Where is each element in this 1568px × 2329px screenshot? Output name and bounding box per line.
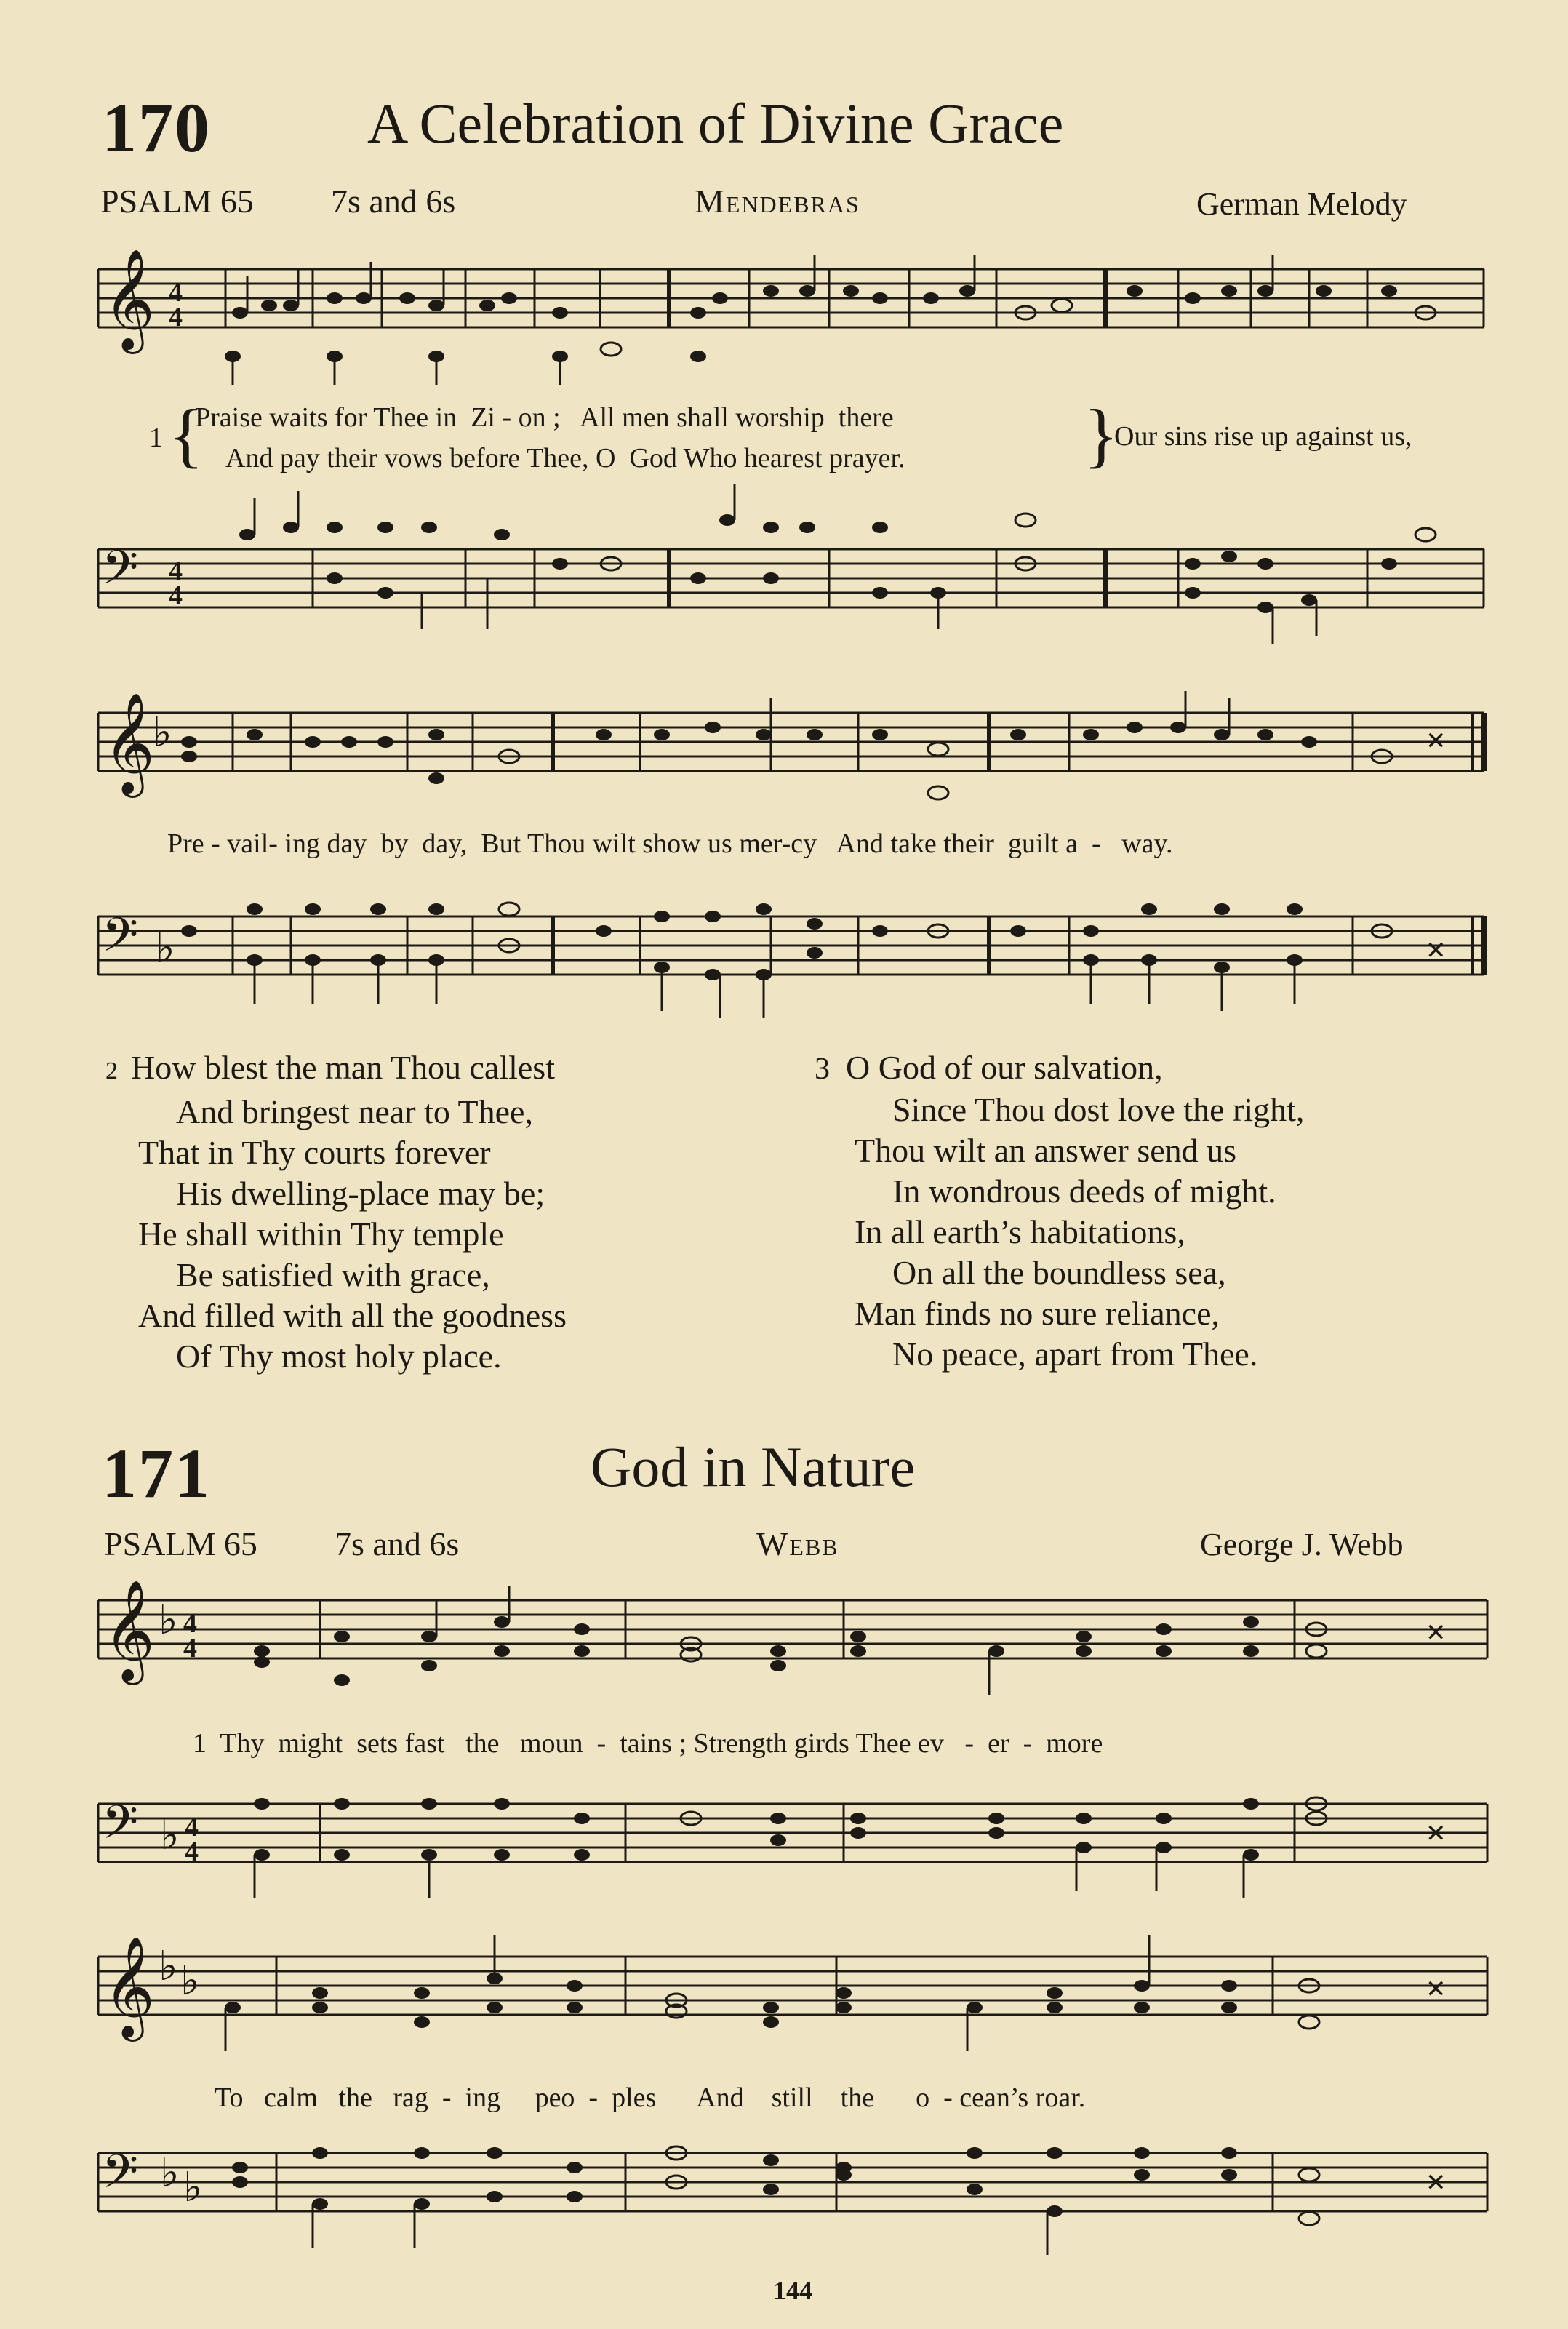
hymn-171-psalm: PSALM 65 — [104, 1525, 257, 1562]
svg-text:♭: ♭ — [159, 1943, 178, 1990]
verse-2-number: 2 — [105, 1058, 118, 1084]
hymn-170-system-2-treble-staff — [0, 684, 1568, 815]
hymn-171-lyrics-line-1: 1 Thy might sets fast the moun - tains ; Strength girds Thee ev - er - more — [193, 1728, 1103, 1759]
svg-text:𝄞: 𝄞 — [103, 249, 155, 350]
svg-text:4: 4 — [183, 1633, 197, 1663]
svg-text:4: 4 — [183, 1608, 197, 1639]
svg-text:♭: ♭ — [183, 2164, 203, 2211]
svg-text:𝄞: 𝄞 — [103, 1580, 155, 1681]
hymn-171-system-1-bass-staff — [0, 1775, 1568, 1906]
svg-text:♭: ♭ — [159, 1597, 178, 1644]
verse-2-line-1: 2 How blest the man Thou callest — [105, 1049, 555, 1086]
verse-3-line-3: Thou wilt an answer send us — [855, 1132, 1237, 1169]
verse-3-line-7: Man finds no sure reliance, — [855, 1295, 1220, 1332]
verse-3-line-1: 3 O God of our salvation, — [815, 1049, 1163, 1086]
hymn-170-verse-2 — [105, 1047, 567, 1377]
verse-2-line-6: Be satisfied with grace, — [176, 1256, 490, 1293]
svg-text:4: 4 — [169, 580, 183, 611]
svg-text:♭: ♭ — [160, 1812, 180, 1859]
verse-3-line-4: In wondrous deeds of might. — [892, 1173, 1276, 1210]
hymn-171-system-2-bass-staff — [0, 2131, 1568, 2262]
hymn-170-lyrics-line-1c: Our sins rise up against us, — [1114, 421, 1412, 452]
svg-text:4: 4 — [169, 556, 183, 586]
svg-text:𝄞: 𝄞 — [103, 1936, 155, 2037]
svg-text:♭: ♭ — [153, 709, 172, 756]
svg-text:✕: ✕ — [1425, 2168, 1447, 2197]
svg-text:4: 4 — [169, 302, 183, 332]
svg-text:4: 4 — [185, 1837, 199, 1867]
verse-2-line-3: That in Thy courts forever — [138, 1134, 491, 1171]
svg-text:♭: ♭ — [160, 2149, 180, 2197]
svg-text:♭: ♭ — [180, 1957, 200, 2005]
hymn-171-title: God in Nature — [591, 1435, 916, 1498]
verse-3-number: 3 — [815, 1052, 830, 1086]
svg-text:✕: ✕ — [1425, 1975, 1447, 2004]
svg-text:✕: ✕ — [1425, 727, 1447, 756]
page-number: 144 — [773, 2276, 812, 2305]
verse-2-line-7: And filled with all the goodness — [138, 1297, 567, 1334]
svg-text:𝄢: 𝄢 — [102, 2145, 139, 2210]
verse-2-line-5: He shall within Thy temple — [138, 1215, 504, 1253]
hymn-170-verse-3 — [815, 1047, 1304, 1375]
hymn-171-meter: 7s and 6s — [335, 1525, 460, 1562]
svg-text:4: 4 — [169, 277, 183, 308]
hymn-170-brace-right: } — [1084, 394, 1119, 475]
hymn-171-composer: George J. Webb — [1200, 1527, 1404, 1562]
svg-text:𝄢: 𝄢 — [102, 908, 139, 974]
hymn-170-system-1-treble-staff — [0, 247, 1568, 393]
svg-text:✕: ✕ — [1425, 1819, 1447, 1848]
svg-text:✕: ✕ — [1425, 1618, 1447, 1647]
hymn-170-meter: 7s and 6s — [331, 183, 456, 220]
verse-2-line-2: And bringest near to Thee, — [176, 1093, 533, 1130]
verse-3-line-2: Since Thou dost love the right, — [892, 1091, 1305, 1128]
hymn-170-number: 170 — [102, 89, 211, 167]
hymn-170-lyrics-line-1b: And pay their vows before Thee, O God Who hearest prayer. — [225, 443, 905, 474]
hymn-170-brace: { — [169, 394, 204, 475]
verse-3-line-6: On all the boundless sea, — [892, 1254, 1226, 1291]
verse-3-line-8: No peace, apart from Thee. — [892, 1335, 1258, 1373]
svg-text:✕: ✕ — [1425, 936, 1447, 965]
hymn-170-psalm: PSALM 65 — [100, 183, 254, 220]
hymn-170-title: A Celebration of Divine Grace — [367, 92, 1064, 155]
svg-text:4: 4 — [185, 1812, 199, 1842]
hymn-170-tune: Mendebras — [695, 183, 860, 220]
hymn-170-lyrics-line-2: Pre - vail- ing day by day, But Thou wilt show us mer-cy And take their guilt a - way. — [167, 828, 1173, 859]
hymn-171-system-1-treble-staff — [0, 1571, 1568, 1717]
hymn-171-system-2-treble-staff — [0, 1927, 1568, 2073]
hymn-170-system-1-bass-staff — [0, 484, 1568, 644]
hymn-170-system-2-bass-staff — [0, 887, 1568, 1033]
svg-text:𝄞: 𝄞 — [103, 692, 155, 794]
hymn-171-tune: Webb — [756, 1525, 839, 1562]
hymn-171-number: 171 — [102, 1434, 211, 1512]
svg-text:𝄢: 𝄢 — [102, 1796, 139, 1861]
hymn-170-verse-number: 1 — [149, 423, 163, 453]
svg-text:𝄢: 𝄢 — [102, 541, 139, 607]
hymn-171-lyrics-line-2: To calm the rag - ing peo - ples And still the o - cean’s roar. — [215, 2082, 1086, 2113]
hymn-170-composer: German Melody — [1196, 186, 1407, 222]
verse-2-line-8: Of Thy most holy place. — [176, 1338, 502, 1375]
svg-text:♭: ♭ — [156, 924, 175, 972]
verse-2-line-4: His dwelling-place may be; — [176, 1175, 545, 1212]
hymn-170-lyrics-line-1a: Praise waits for Thee in Zi - on ; All men shall worship there — [195, 402, 894, 433]
verse-3-line-5: In all earth’s habitations, — [855, 1213, 1185, 1250]
